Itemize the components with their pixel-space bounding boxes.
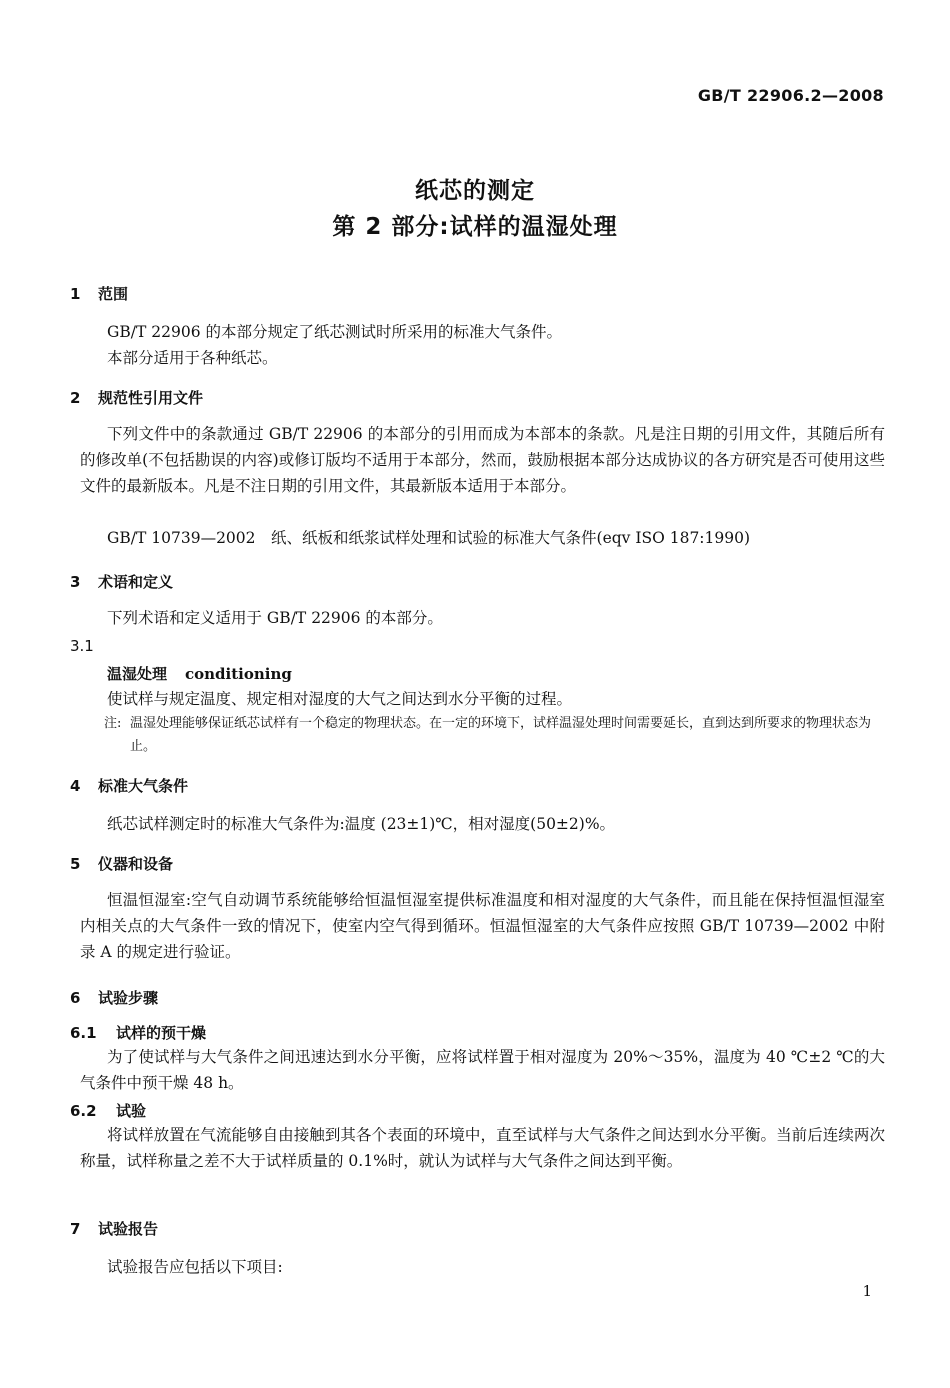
subsection-6-1-paragraph: 为了使试样与大气条件之间迅速达到水分平衡，应将试样置于相对湿度为 20%～35%，温度为 40 ℃±2 ℃的大气条件中预干燥 48 h。 [80, 1048, 885, 1092]
section-6-heading [70, 987, 158, 1008]
term-english: conditioning [185, 665, 292, 683]
term-definition: 使试样与规定温度、规定相对湿度的大气之间达到水分平衡的过程。 [107, 690, 573, 708]
section-number: 7 [70, 1220, 81, 1238]
section-4-heading [70, 775, 188, 796]
section-title: 规范性引用文件 [98, 389, 204, 407]
section-3-paragraph: 下列术语和定义适用于 GB/T 22906 的本部分。 [107, 609, 443, 627]
section-title: 试验步骤 [98, 989, 159, 1007]
section-2-paragraph: 下列文件中的条款通过 GB/T 22906 的本部分的引用而成为本部本的条款。凡是注日期的引用文件，其随后所有的修改单(不包括勘误的内容)或修订版均不适用于本部分，然而，鼓励根据本部分达成协议的各方研究是否可使用这些文件的最新版本。凡是不注日期的引用文件，其最新版本适用于本部分。 [80, 425, 885, 495]
subsection-title: 试验 [116, 1102, 147, 1120]
section-7-paragraph: 试验报告应包括以下项目: [107, 1258, 283, 1276]
section-number: 3 [70, 573, 81, 591]
section-1-heading [70, 283, 128, 304]
section-number: 6 [70, 989, 81, 1007]
section-title: 仪器和设备 [98, 855, 174, 873]
note [104, 712, 886, 758]
section-title: 试验报告 [98, 1220, 159, 1238]
subsection-6-1-heading [70, 1022, 206, 1043]
section-title: 术语和定义 [98, 573, 174, 591]
section-7-heading [70, 1218, 158, 1239]
subsection-title: 试样的预干燥 [116, 1024, 207, 1042]
section-5-paragraph: 恒温恒湿室:空气自动调节系统能够给恒温恒湿室提供标准温度和相对湿度的大气条件，而且能在保持恒温恒湿室内相关点的大气条件一致的情况下，使室内空气得到循环。恒温恒湿室的大气条件应按照 GB/T 10739—2002 中附录 A 的规定进行验证。 [80, 891, 885, 961]
section-number: 1 [70, 285, 81, 303]
page-number: 1 [862, 1282, 872, 1300]
section-3-heading [70, 571, 173, 592]
section-2-heading [70, 387, 203, 408]
section-1-paragraph: 本部分适用于各种纸芯。 [107, 349, 278, 367]
section-1-paragraph: GB/T 22906 的本部分规定了纸芯测试时所采用的标准大气条件。 [107, 323, 562, 341]
subsection-number: 6.1 [70, 1024, 97, 1042]
term-chinese: 温湿处理 [107, 665, 168, 683]
section-4-paragraph: 纸芯试样测定时的标准大气条件为:温度 (23±1)℃，相对湿度(50±2)%。 [107, 815, 616, 833]
section-number: 5 [70, 855, 81, 873]
section-title: 标准大气条件 [98, 777, 189, 795]
section-title: 范围 [98, 285, 129, 303]
subsection-6-2-paragraph: 将试样放置在气流能够自由接触到其各个表面的环境中，直至试样与大气条件之间达到水分平衡。当前后连续两次称量，试样称量之差不大于试样质量的 0.1%时，就认为试样与大气条件之间达到平衡。 [80, 1126, 885, 1170]
standard-code: GB/T 22906.2—2008 [697, 86, 884, 105]
subsection-6-2-heading [70, 1100, 146, 1121]
document-subtitle: 第 2 部分:试样的温湿处理 [332, 214, 618, 240]
normative-reference: GB/T 10739—2002 纸、纸板和纸浆试样处理和试验的标准大气条件(eqv ISO 187:1990) [107, 529, 751, 547]
term-entry [107, 663, 292, 684]
section-5-heading [70, 853, 173, 874]
section-number: 4 [70, 777, 81, 795]
document-title: 纸芯的测定 [415, 178, 535, 204]
note-text: 温湿处理能够保证纸芯试样有一个稳定的物理状态。在一定的环境下，试样温湿处理时间需要延长，直到达到所要求的物理状态为止。 [130, 716, 872, 754]
subsection-3-1-number: 3.1 [70, 637, 94, 655]
section-number: 2 [70, 389, 81, 407]
note-label: 注: [104, 716, 122, 731]
subsection-number: 6.2 [70, 1102, 97, 1120]
